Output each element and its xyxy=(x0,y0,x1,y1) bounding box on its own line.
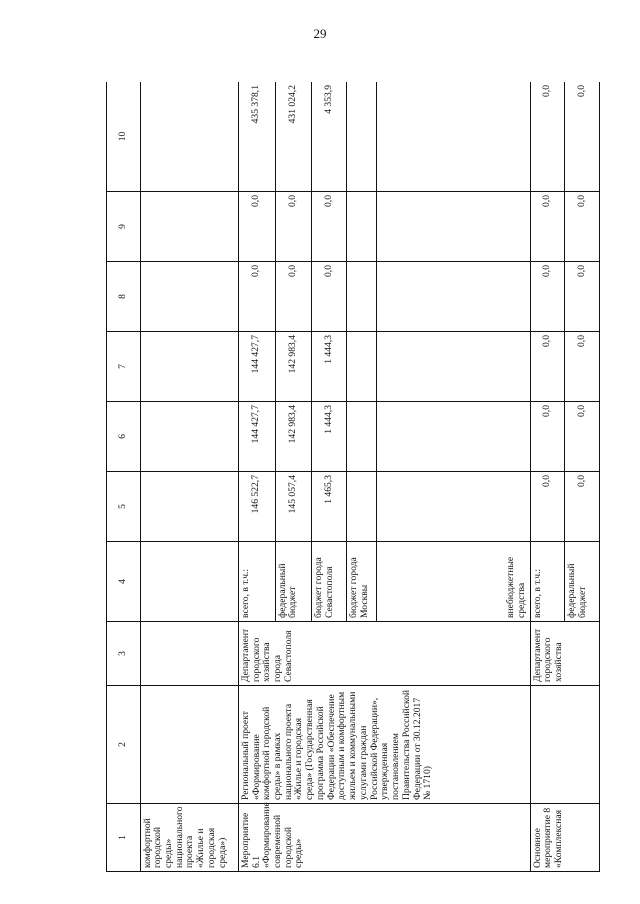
continuation-col1: комфортной городской среды» национального проекта «Жилье и городская среда») xyxy=(140,804,238,872)
value-col10: 4 353,9 xyxy=(312,82,347,192)
value-col7: 0,0 xyxy=(565,332,600,402)
column-number-9: 9 xyxy=(107,192,141,262)
continuation-col10 xyxy=(140,82,238,192)
value-col6 xyxy=(346,402,376,472)
funding-source: всего, в т.ч.: xyxy=(238,542,275,622)
value-col10 xyxy=(346,82,376,192)
table-row-measure-total xyxy=(238,82,275,872)
value-col8: 0,0 xyxy=(312,262,347,332)
continuation-col2 xyxy=(140,686,238,804)
value-col7: 144 427,7 xyxy=(238,332,275,402)
continuation-col7 xyxy=(140,332,238,402)
continuation-col8 xyxy=(140,262,238,332)
value-col9 xyxy=(377,192,531,262)
table-frame xyxy=(106,82,600,872)
value-col9: 0,0 xyxy=(275,192,312,262)
value-col9 xyxy=(346,192,376,262)
continuation-col5 xyxy=(140,472,238,542)
value-col6: 0,0 xyxy=(530,402,565,472)
value-col5: 145 057,4 xyxy=(275,472,312,542)
column-number-4: 4 xyxy=(107,542,141,622)
funding-source: бюджет города Севастополя xyxy=(312,542,347,622)
value-col10: 0,0 xyxy=(530,82,565,192)
column-number-row xyxy=(107,82,141,872)
value-col7: 1 444,3 xyxy=(312,332,347,402)
value-col8 xyxy=(346,262,376,332)
value-col7: 142 983,4 xyxy=(275,332,312,402)
continuation-col6 xyxy=(140,402,238,472)
funding-source: федеральный бюджет xyxy=(565,542,600,622)
value-col8: 0,0 xyxy=(238,262,275,332)
column-number-3: 3 xyxy=(107,622,141,686)
main-8-project xyxy=(530,686,599,804)
column-number-8: 8 xyxy=(107,262,141,332)
table-row-main8-total xyxy=(530,82,565,872)
column-number-7: 7 xyxy=(107,332,141,402)
value-col9: 0,0 xyxy=(312,192,347,262)
value-col7 xyxy=(346,332,376,402)
funding-source: федеральный бюджет xyxy=(275,542,312,622)
value-col8: 0,0 xyxy=(565,262,600,332)
measure-6-1-title: Мероприятие 6.1 «Формирование современной городской среды» xyxy=(238,804,530,872)
value-col9: 0,0 xyxy=(238,192,275,262)
page-number: 29 xyxy=(313,26,327,41)
value-col7: 0,0 xyxy=(530,332,565,402)
value-col6: 144 427,7 xyxy=(238,402,275,472)
value-col10: 431 024,2 xyxy=(275,82,312,192)
column-number-10: 10 xyxy=(107,82,141,192)
value-col5: 146 522,7 xyxy=(238,472,275,542)
funding-source: всего, в т.ч.: xyxy=(530,542,565,622)
value-col5 xyxy=(346,472,376,542)
value-col9: 0,0 xyxy=(530,192,565,262)
column-number-2: 2 xyxy=(107,686,141,804)
value-col5: 0,0 xyxy=(530,472,565,542)
value-col10: 435 378,1 xyxy=(238,82,275,192)
continuation-col9 xyxy=(140,192,238,262)
value-col7 xyxy=(377,332,531,402)
budget-table xyxy=(106,82,600,872)
main-8-executor: Департамент городского хозяйства xyxy=(530,622,599,686)
value-col8: 0,0 xyxy=(275,262,312,332)
funding-source: внебюджетные средства xyxy=(377,542,531,622)
measure-6-1-project: Региональный проект «Формирование комфортной городской среды» в рамках национального проекта «Жилье и городская среда» (Государственная программа Российской Федерации «Обеспечение доступным и комфортным жильем и коммунальными услугами граждан Российской Федерации», утвержденная постановлением Правительства Российской Федерации от 30.12.2017 № 1710) xyxy=(238,686,530,804)
funding-source: бюджет города Москвы xyxy=(346,542,376,622)
continuation-col3 xyxy=(140,622,238,686)
value-col6: 1 444,3 xyxy=(312,402,347,472)
value-col10: 0,0 xyxy=(565,82,600,192)
value-col6: 142 983,4 xyxy=(275,402,312,472)
value-col10 xyxy=(377,82,531,192)
rotated-table-container xyxy=(106,82,600,872)
value-col5 xyxy=(377,472,531,542)
continuation-col4 xyxy=(140,542,238,622)
value-col6: 0,0 xyxy=(565,402,600,472)
value-col9: 0,0 xyxy=(565,192,600,262)
value-col5: 0,0 xyxy=(565,472,600,542)
main-8-title: Основное мероприятие 8 «Комплексная xyxy=(530,804,599,872)
value-col8 xyxy=(377,262,531,332)
table-row-continuation xyxy=(140,82,238,872)
column-number-6: 6 xyxy=(107,402,141,472)
column-number-5: 5 xyxy=(107,472,141,542)
value-col8: 0,0 xyxy=(530,262,565,332)
measure-6-1-executor: Департамент городского хозяйства города Севастополя xyxy=(238,622,530,686)
column-number-1: 1 xyxy=(107,804,141,872)
value-col5: 1 465,3 xyxy=(312,472,347,542)
value-col6 xyxy=(377,402,531,472)
